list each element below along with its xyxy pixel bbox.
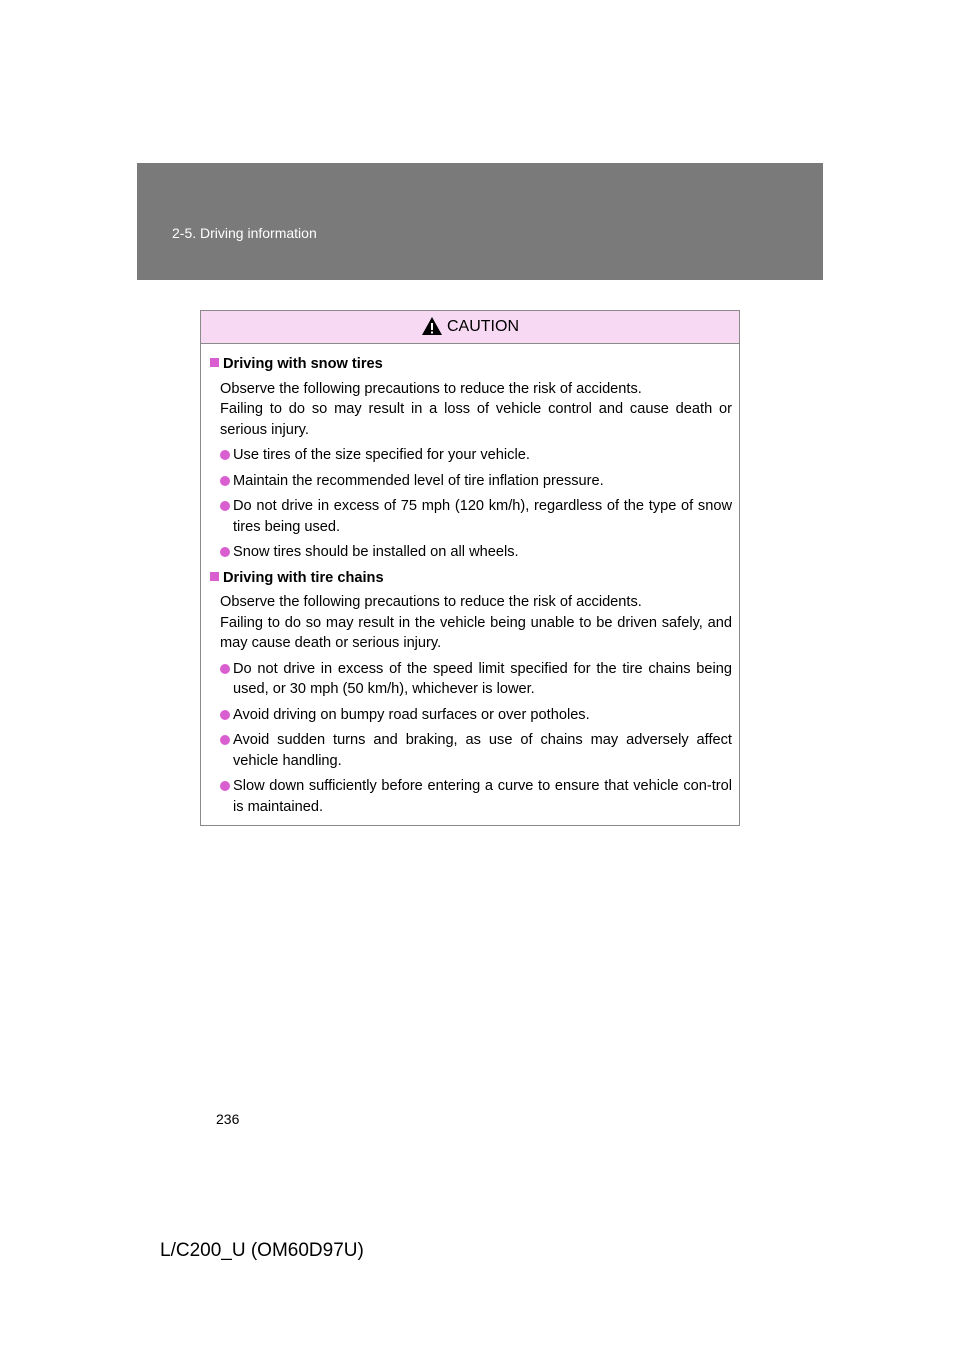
dot-bullet-icon xyxy=(220,501,230,511)
section-heading: Driving with tire chains xyxy=(210,568,732,589)
caution-content xyxy=(201,344,739,817)
document-code: L/C200_U (OM60D97U) xyxy=(160,1240,364,1261)
list-item: Maintain the recommended level of tire inflation pressure. xyxy=(210,471,732,492)
caution-box xyxy=(200,310,740,826)
bullet-list xyxy=(210,445,732,563)
section-intro: Observe the following precautions to reduce the risk of accidents. xyxy=(220,380,642,397)
dot-bullet-icon xyxy=(220,476,230,486)
section-title: 2-5. Driving information xyxy=(172,225,317,241)
dot-bullet-icon xyxy=(220,735,230,745)
caution-title-bar xyxy=(201,311,739,344)
page-header xyxy=(137,163,823,280)
section-warning: Failing to do so may result in the vehicle being unable to be driven safely, and may cause death or serious injury. xyxy=(220,614,732,651)
list-item: Avoid driving on bumpy road surfaces or over potholes. xyxy=(210,705,732,726)
list-item: Do not drive in excess of the speed limit specified for the tire chains being used, or 30 mph (50 km/h), whichever is lower. xyxy=(210,659,732,700)
list-item: Slow down sufficiently before entering a curve to ensure that vehicle con-trol is maintained. xyxy=(210,776,732,817)
list-item: Avoid sudden turns and braking, as use of chains may adversely affect vehicle handling. xyxy=(210,730,732,771)
section-intro: Observe the following precautions to reduce the risk of accidents. xyxy=(220,594,642,610)
square-bullet-icon xyxy=(210,572,219,581)
dot-bullet-icon xyxy=(220,781,230,791)
section-warning: Failing to do so may result in a loss of vehicle control and cause death or serious injury. xyxy=(220,401,732,438)
warning-icon xyxy=(421,316,443,336)
dot-bullet-icon xyxy=(220,710,230,720)
section-heading: Driving with snow tires xyxy=(210,354,732,375)
bullet-list xyxy=(210,659,732,818)
dot-bullet-icon xyxy=(220,547,230,557)
square-bullet-icon xyxy=(210,358,219,367)
list-item: Snow tires should be installed on all wheels. xyxy=(210,542,732,563)
caution-title: CAUTION xyxy=(447,318,519,335)
list-item: Use tires of the size specified for your vehicle. xyxy=(210,445,732,466)
page-number: 236 xyxy=(216,1111,240,1127)
list-item: Do not drive in excess of 75 mph (120 km/h), regardless of the type of snow tires being used. xyxy=(210,496,732,537)
dot-bullet-icon xyxy=(220,450,230,460)
dot-bullet-icon xyxy=(220,664,230,674)
